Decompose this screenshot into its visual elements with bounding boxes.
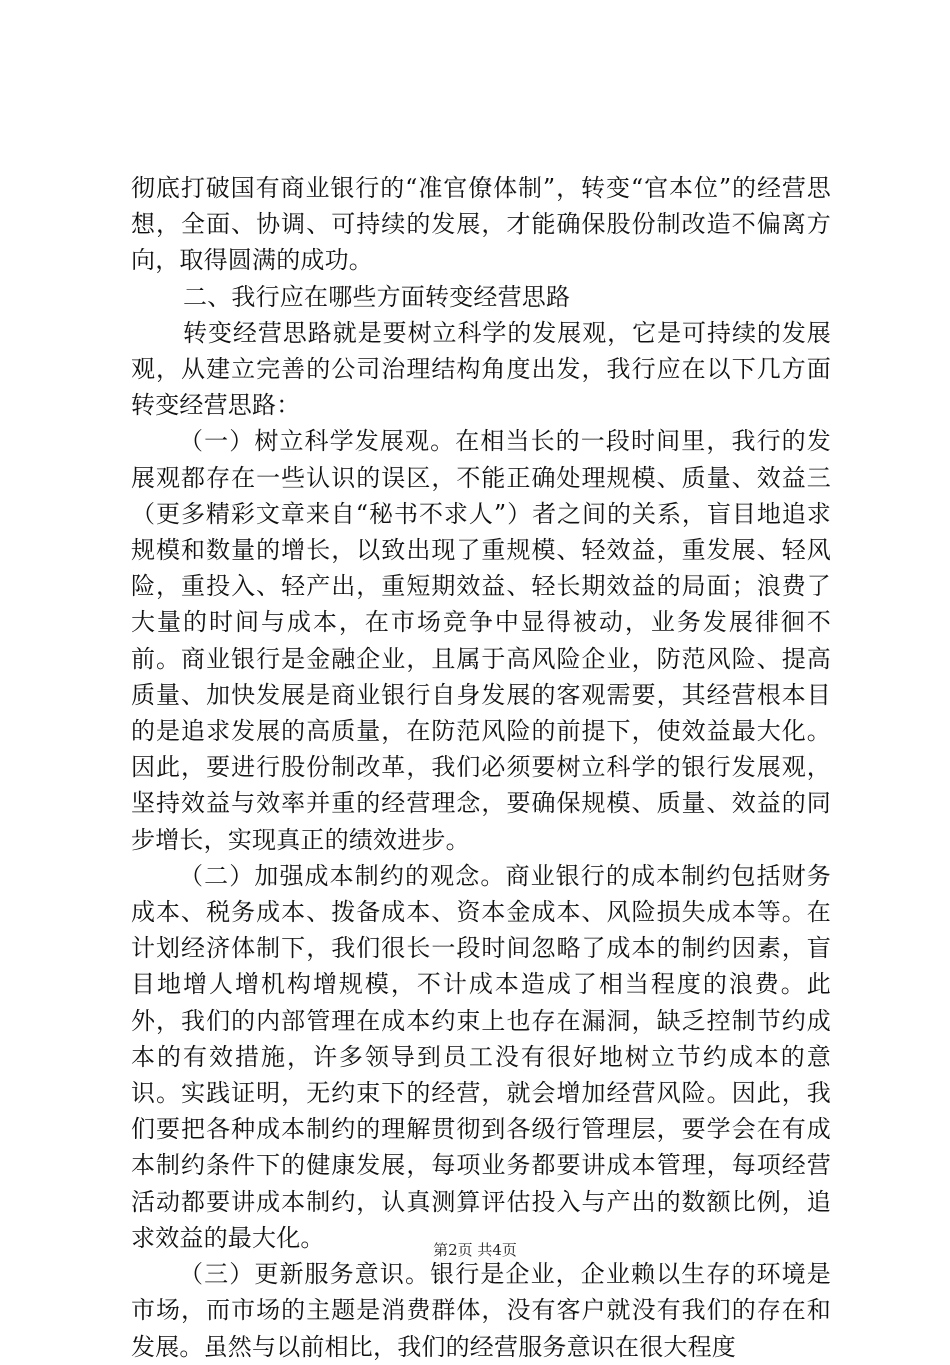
page-number: 第2页 共4页	[433, 1241, 517, 1259]
section-heading: 二、我行应在哪些方面转变经营思路	[183, 282, 571, 311]
paragraph-intro: 转变经营思路就是要树立科学的发展观，它是可持续的发展观，从建立完善的公司治理结构角度出发，我行应在以下几方面转变经营思路：	[131, 318, 831, 420]
page-footer	[0, 1240, 950, 1260]
paragraph-point-2: （二）加强成本制约的观念。商业银行的成本制约包括财务成本、税务成本、拨备成本、资本金成本、风险损失成本等。在计划经济体制下，我们很长一段时间忽略了成本的制约因素，盲目地增人增机构增规模，不计成本造成了相当程度的浪费。此外，我们的内部管理在成本约束上也存在漏洞，缺乏控制节约成本的有效措施，许多领导到员工没有很好地树立节约成本的意识。实践证明，无约束下的经营，就会增加经营风险。因此，我们要把各种成本制约的理解贯彻到各级行管理层，要学会在有成本制约条件下的健康发展，每项业务都要讲成本管理，每项经营活动都要讲成本制约，认真测算评估投入与产出的数额比例，追求效益的最大化。	[131, 861, 831, 1252]
document-body	[131, 170, 831, 1365]
paragraph-point-3: （三）更新服务意识。银行是企业，企业赖以生存的环境是市场，而市场的主题是消费群体，没有客户就没有我们的存在和发展。虽然与以前相比，我们的经营服务意识在很大程度	[131, 1260, 831, 1361]
paragraph-continuation: 彻底打破国有商业银行的“准官僚体制”，转变“官本位”的经营思想，全面、协调、可持续的发展，才能确保股份制改造不偏离方向，取得圆满的成功。	[131, 174, 831, 275]
paragraph-point-1: （一）树立科学发展观。在相当长的一段时间里，我行的发展观都存在一些认识的误区，不能正确处理规模、质量、效益三（更多精彩文章来自“秘书不求人”）者之间的关系，盲目地追求规模和数量的增长，以致出现了重规模、轻效益，重发展、轻风险，重投入、轻产出，重短期效益、轻长期效益的局面；浪费了大量的时间与成本，在市场竞争中显得被动，业务发展徘徊不前。商业银行是金融企业，且属于高风险企业，防范风险、提高质量、加快发展是商业银行自身发展的客观需要，其经营根本目的是追求发展的高质量，在防范风险的前提下，使效益最大化。因此，要进行股份制改革，我们必须要树立科学的银行发展观，坚持效益与效率并重的经营理念，要确保规模、质量、效益的同步增长，实现真正的绩效进步。	[131, 427, 831, 854]
